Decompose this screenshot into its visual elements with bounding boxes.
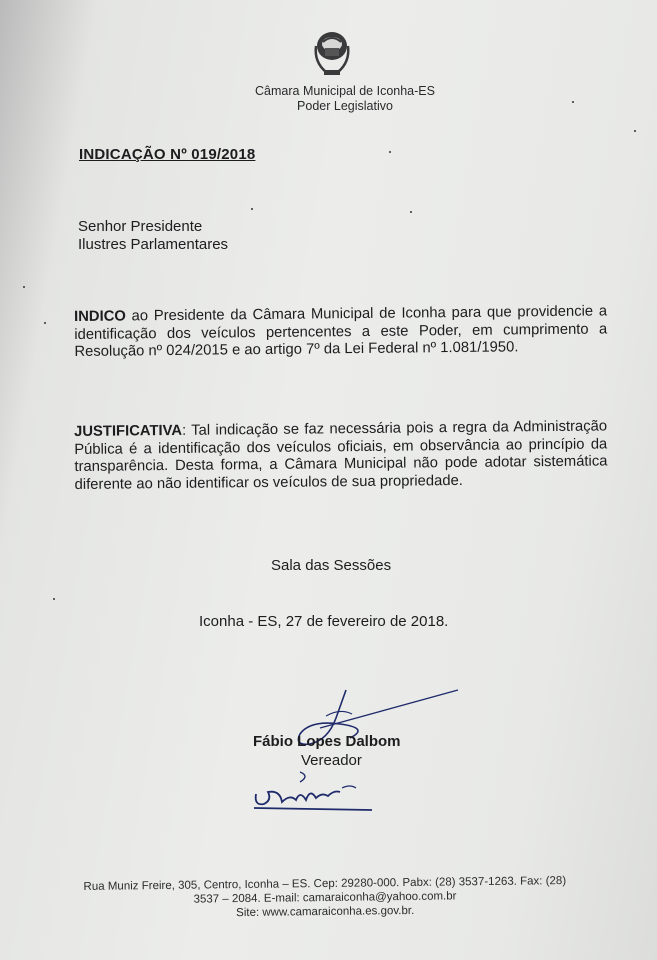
salutation-line-1: Senhor Presidente (78, 218, 203, 235)
session-room: Sala das Sessões (271, 557, 392, 574)
paper-speck (53, 598, 55, 600)
paper-speck (251, 208, 253, 210)
paper-speck (410, 211, 412, 213)
institution-branch: Poder Legislativo (297, 99, 393, 113)
document-title: INDICAÇÃO Nº 019/2018 (79, 146, 256, 163)
paper-speck (44, 322, 46, 324)
paper-speck (572, 101, 574, 103)
signer-name: Fábio Lopes Dalbom (253, 733, 401, 750)
indico-paragraph (74, 303, 608, 361)
footer-address: Rua Muniz Freire, 305, Centro, Iconha – ES. Cep: 29280-000. Pabx: (28) 3537-1263. Fax: (28) (83, 875, 567, 893)
justificativa-text: : Tal indicação se faz necessária pois a regra da Administração Pública é a identificação dos veículos oficiais, em observância ao princípio da transparência. Desta forma, a Câmara Municipal não pode adotar sistemática diferente ao não identificar os veículos de sua propriedade. (74, 418, 608, 493)
paper-speck (389, 151, 391, 153)
salutation (78, 218, 228, 254)
footer-email: 3537 – 2084. E-mail: camaraiconha@yahoo.com.br (193, 890, 457, 906)
indico-label: INDICO (74, 308, 126, 325)
institution-name: Câmara Municipal de Iconha-ES (255, 84, 435, 98)
indico-text: ao Presidente da Câmara Municipal de Iconha para que providencie a identificação dos veículos pertencentes a este Poder, em cumprimento a Resolução nº 024/2015 e ao artigo 7º da Lei Federal nº 1.081/1950. (74, 303, 608, 360)
place-and-date: Iconha - ES, 27 de fevereiro de 2018. (199, 613, 449, 630)
justificativa-paragraph (74, 418, 608, 494)
municipal-seal-icon (312, 26, 352, 78)
signer-role: Vereador (301, 752, 362, 769)
justificativa-label: JUSTIFICATIVA (74, 422, 183, 440)
salutation-line-2: Ilustres Parlamentares (78, 236, 229, 253)
footer-site: Site: www.camaraiconha.es.gov.br. (236, 904, 415, 920)
paper-speck (634, 130, 636, 132)
paper-speck (23, 286, 25, 288)
footer-contact (60, 874, 590, 922)
initials-signature (250, 770, 380, 815)
